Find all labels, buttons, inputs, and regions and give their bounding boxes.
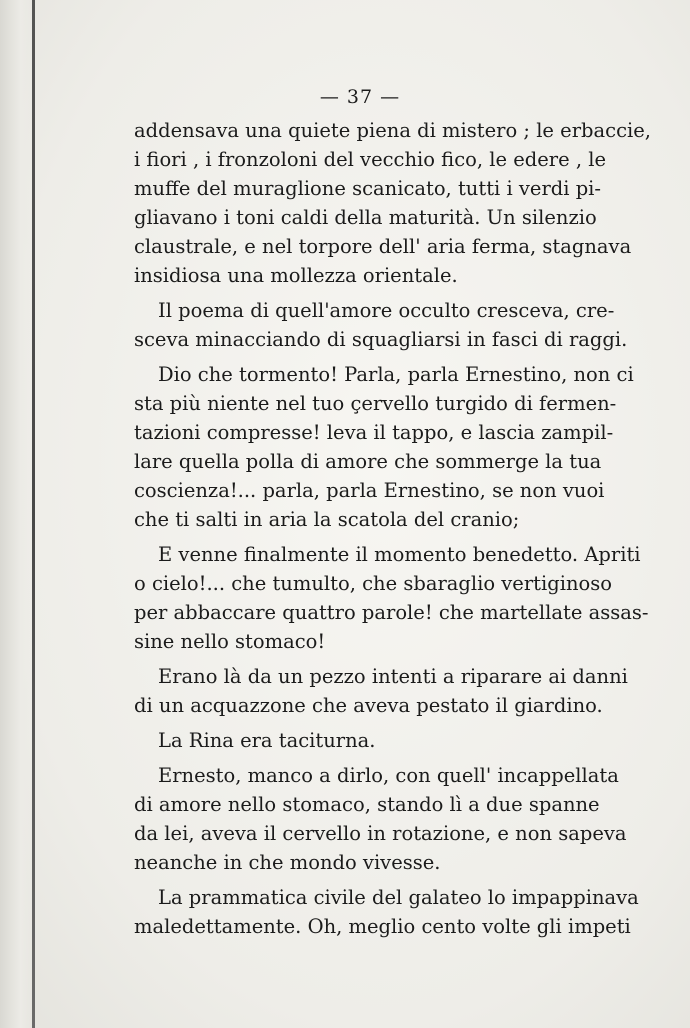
- text-line: sceva minacciando di squagliarsi in fasci di raggi.: [134, 328, 628, 351]
- text-line: maledettamente. Oh, meglio cento volte gli impeti: [134, 915, 631, 938]
- text-line: o cielo!... che tumulto, che sbaraglio vertiginoso: [134, 572, 613, 595]
- text-line: claustrale, e nel torpore dell' aria ferma, stagnava: [134, 235, 632, 258]
- text-line: Il poema di quell'amore occulto cresceva, cre-: [158, 299, 615, 322]
- text-line: di amore nello stomaco, stando lì a due spanne: [134, 793, 600, 816]
- text-line: che ti salti in aria la scatola del cranio;: [134, 508, 520, 531]
- binding-line: [32, 0, 35, 1028]
- text-line: insidiosa una mollezza orientale.: [134, 264, 458, 287]
- text-line: i fiori , i fronzoloni del vecchio fico, le edere , le: [134, 148, 607, 171]
- page-number: — 37 —: [319, 86, 401, 108]
- text-line: lare quella polla di amore che sommerge la tua: [134, 450, 602, 473]
- text-line: gliavano i toni caldi della maturità. Un silenzio: [134, 206, 597, 229]
- text-line: Erano là da un pezzo intenti a riparare ai danni: [158, 665, 628, 688]
- text-line: da lei, aveva il cervello in rotazione, e non sapeva: [134, 822, 627, 845]
- text-line: coscienza!... parla, parla Ernestino, se non vuoi: [134, 479, 605, 502]
- binding-edge: [0, 0, 34, 1028]
- text-line: Ernesto, manco a dirlo, con quell' incappellata: [158, 764, 619, 787]
- text-line: di un acquazzone che aveva pestato il giardino.: [134, 694, 603, 717]
- text-line: Dio che tormento! Parla, parla Ernestino, non ci: [158, 363, 634, 386]
- text-line: La prammatica civile del galateo lo impappinava: [158, 886, 639, 909]
- text-line: sine nello stomaco!: [134, 630, 326, 653]
- text-line: per abbaccare quattro parole! che martellate assas-: [134, 601, 649, 624]
- text-line: muffe del muraglione scanicato, tutti i verdi pi-: [134, 177, 602, 200]
- body-text: [134, 116, 651, 941]
- text-line: sta più niente nel tuo çervello turgido di fermen-: [134, 392, 617, 415]
- text-line: La Rina era taciturna.: [158, 729, 376, 752]
- text-line: tazioni compresse! leva il tappo, e lascia zampil-: [134, 421, 614, 444]
- text-line: E venne finalmente il momento benedetto. Apriti: [158, 543, 641, 566]
- text-line: addensava una quiete piena di mistero ; le erbaccie,: [134, 119, 651, 142]
- text-line: neanche in che mondo vivesse.: [134, 851, 441, 874]
